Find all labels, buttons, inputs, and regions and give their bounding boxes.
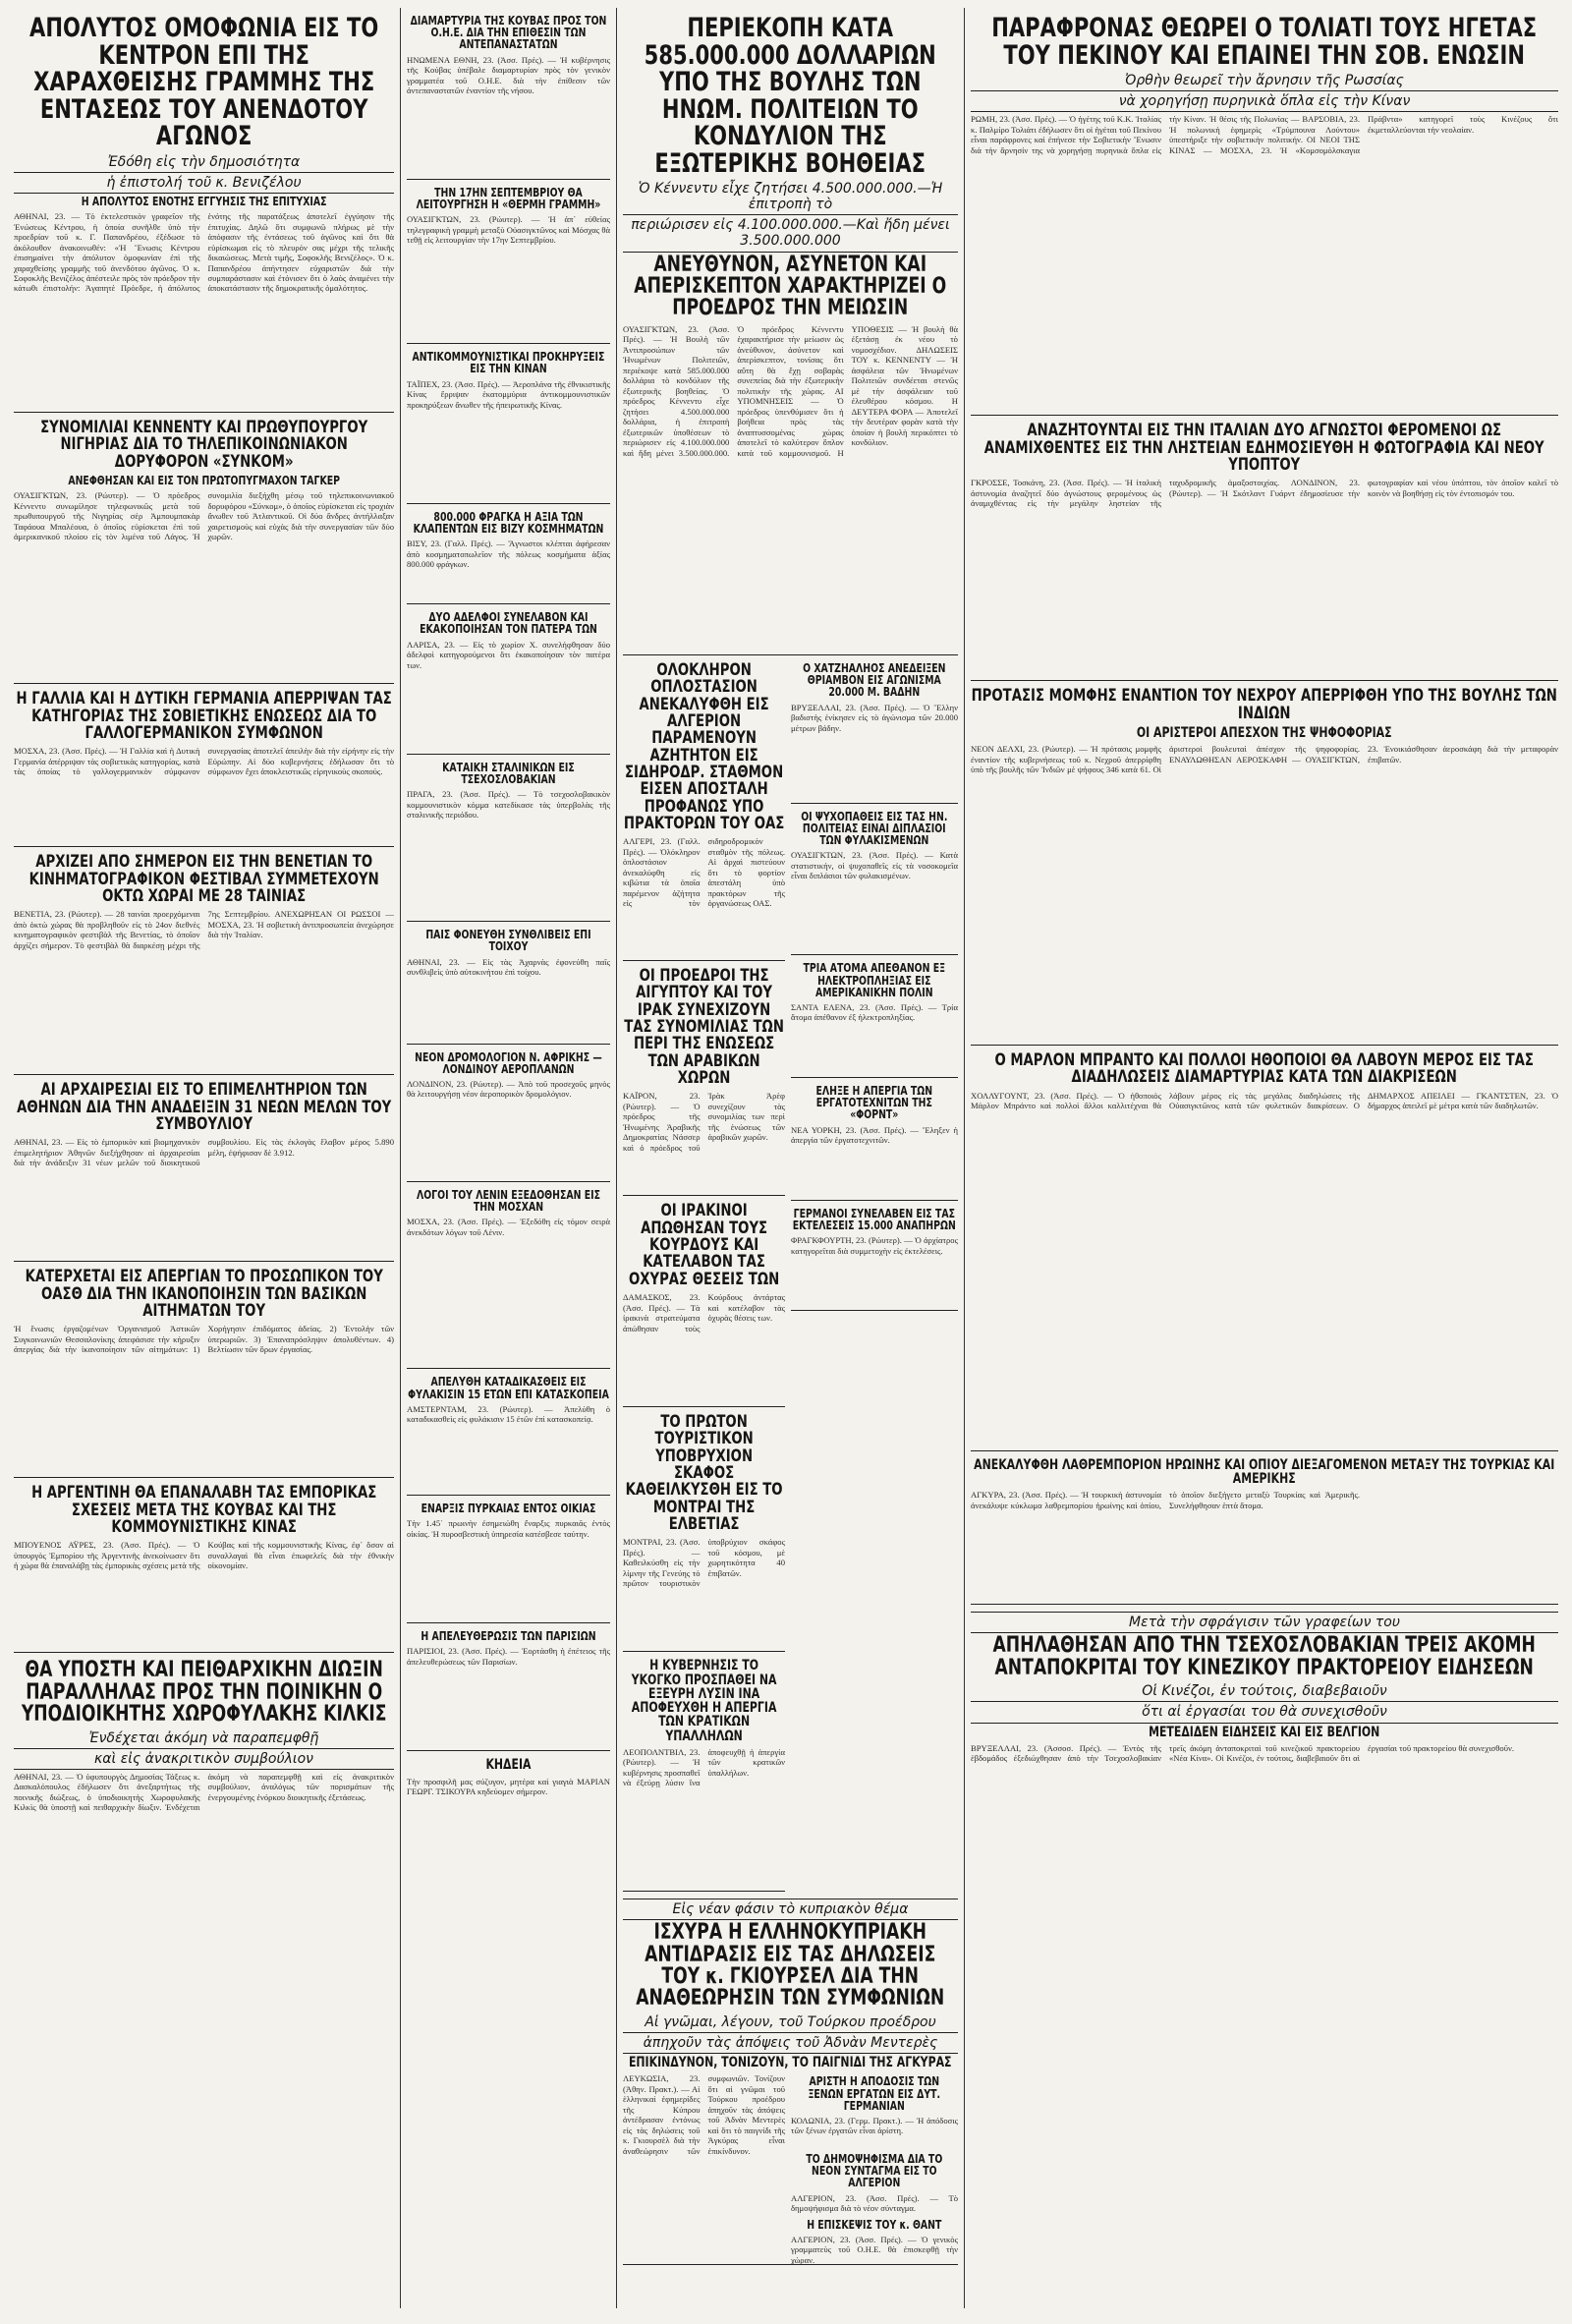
article-body: ΔΑΜΑΣΚΟΣ, 23. (Ἀσσ. Πρές). — Τὰ ἰρακινὰ στρατεύματα ἀπώθησαν τοὺς Κούρδους ἀντάρτας καὶ κατέλαβον τὰς ὀχυρὰς θέσεις των.	[623, 1292, 785, 1333]
article-body: ΒΙΣΥ, 23. (Γαλλ. Πρές). — Ἄγνωστοι κλέπται ἀφήρεσαν ἀπὸ κοσμηματοπωλεῖον τῆς πόλεως κοσμήματα ἀξίας 800.000 φράγκων.	[407, 538, 610, 570]
article-body: ΛΕΟΠΟΛΝΤΒΙΛ, 23. (Ρώυτερ). — Ἡ κυβέρνησις προσπαθεῖ νὰ ἐξεύρῃ λύσιν ἵνα ἀποφευχθῇ ἡ ἀπεργία τῶν κρατικῶν ὑπαλλήλων.	[623, 1746, 785, 1788]
headline: ΝΕΟΝ ΔΡΟΜΟΛΟΓΙΟΝ Ν. ΑΦΡΙΚΗΣ — ΛΟΝΔΙΝΟΥ ΑΕΡΟΠΛΑΝΩΝ	[415, 1049, 602, 1076]
headline: ΕΛΗΞΕ Η ΑΠΕΡΓΙΑ ΤΩΝ ΕΡΓΑΤΟΤΕΧΝΙΤΩΝ ΤΗΣ «ΦΟΡΝΤ»	[815, 1083, 933, 1122]
brief-electrocution	[791, 955, 958, 1078]
article-house-fire	[407, 1496, 610, 1623]
brief-german-doctor	[791, 1201, 958, 1311]
cyprus-lower	[623, 2073, 958, 2265]
article-body: ΜΠΟΥΕΝΟΣ ΑΫΡΕΣ, 23. (Ἀσσ. Πρές). — Ὁ ὑπουργὸς Ἐμπορίου τῆς Ἀργεντινῆς ἀνεκοίνωσεν ὅτι ἡ χώρα θὰ ἐπαναλάβῃ τὰς ἐμπορικὰς σχέσεις μετὰ τῆς Κούβας καὶ τῆς κομμουνιστικῆς Κίνας, ἐφ᾽ ὅσον αἱ συναλλαγαὶ θὰ εἶναι ἐπωφελεῖς διὰ τὴν ἐθνικὴν οἰκονομίαν.	[14, 1540, 394, 1571]
section-heading: Η ΑΠΟΛΥΤΟΣ ΕΝΟΤΗΣ ΕΓΓΥΗΣΙΣ ΤΗΣ ΕΠΙΤΥΧΙΑΣ	[81, 194, 327, 208]
article-vichy-jewels	[407, 504, 610, 604]
article-leaflets-china	[407, 344, 610, 503]
headline: ΟΛΟΚΛΗΡΟΝ ΟΠΛΟΣΤΑΣΙΟΝ ΑΝΕΚΑΛΥΦΘΗ ΕΙΣ ΑΛΓΕΡΙΟΝ ΠΑΡΑΜΕΝΟΥΝ ΑΖΗΤΗΤΟΝ ΕΙΣ ΣΙΔΗΡΟΔΡ. ΣΤΑΘΜΟΝ ΕΙΣΕΝ ΑΠΟΣΤΑΛΗ ΠΡΟΦΑΝΩΣ ΥΠΟ ΠΡΑΚΤΟΡΩΝ ΤΟΥ ΟΑΣ	[623, 659, 785, 833]
headline: ΑΡΙΣΤΗ Η ΑΠΟΔΟΣΙΣ ΤΩΝ ΞΕΝΩΝ ΕΡΓΑΤΩΝ ΕΙΣ ΔΥΤ. ΓΕΡΜΑΝΙΑΝ	[808, 2074, 941, 2113]
article-foreign-aid-cut	[623, 8, 958, 655]
headline: ΚΑΤΕΡΧΕΤΑΙ ΕΙΣ ΑΠΕΡΓΙΑΝ ΤΟ ΠΡΟΣΩΠΙΚΟΝ ΤΟΥ ΟΑΣΘ ΔΙΑ ΤΗΝ ΙΚΑΝΟΠΟΙΗΣΙΝ ΤΩΝ ΒΑΣΙΚΩΝ ΑΙΤΗΜΑΤΩΝ ΤΟΥ	[25, 1267, 383, 1321]
article-body: ΠΑΡΙΣΙΟΙ, 23. (Ἀσσ. Πρές). — Ἑορτάσθη ἡ ἐπέτειος τῆς ἀπελευθερώσεως τῶν Παρισίων.	[407, 1646, 610, 1667]
headline: ΑΙ ΑΡΧΑΙΡΕΣΙΑΙ ΕΙΣ ΤΟ ΕΠΙΜΕΛΗΤΗΡΙΟΝ ΤΩΝ ΑΘΗΝΩΝ ΔΙΑ ΤΗΝ ΑΝΑΔΕΙΞΙΝ 31 ΝΕΩΝ ΜΕΛΩΝ ΤΟΥ ΣΥΜΒΟΥΛΙΟΥ	[16, 1080, 392, 1134]
article-body: ΜΟΣΧΑ, 23. (Ἀσσ. Πρές). — Ἐξεδόθη εἰς τόμον σειρὰ ἀνεκδότων λόγων τοῦ Λένιν.	[407, 1217, 610, 1237]
article-cyprus	[623, 1892, 958, 2265]
headline: Ο ΧΑΤΖΗΑΛΗΟΣ ΑΝΕΔΕΙΞΕΝ ΘΡΙΑΜΒΟΝ ΕΙΣ ΑΓΩΝΙΣΜΑ 20.000 Μ. ΒΑΔΗΝ	[803, 660, 946, 700]
headline: 800.000 ΦΡΑΓΚΑ Η ΑΞΙΑ ΤΩΝ ΚΛΑΠΕΝΤΩΝ ΕΙΣ ΒΙΖΥ ΚΟΣΜΗΜΑΤΩΝ	[413, 509, 604, 536]
article-body: ΗΝΩΜΕΝΑ ΕΘΝΗ, 23. (Ἀσσ. Πρές). — Ἡ κυβέρνησις τῆς Κούβας ὑπέβαλε διαμαρτυρίαν πρὸς τὸν γενικὸν γραμματέα τοῦ Ο.Η.Ε. διὰ τὴν ἐπίθεσιν τῶν ἀντεπαναστατῶν ἐναντίον τῆς νήσου.	[407, 54, 610, 96]
article-body: ΒΕΝΕΤΙΑ, 23. (Ρώυτερ). — 28 ταινίαι προερχόμεναι ἀπὸ ὀκτὼ χώρας θὰ προβληθοῦν εἰς τὸ 24ον διεθνὲς κινηματογραφικὸν φεστιβὰλ τῆς Βενετίας, τὸ ὁποῖον ἀρχίζει σήμερον. Τὸ φεστιβὰλ θὰ διαρκέσῃ μέχρι τῆς 7ης Σεπτεμβρίου. ΑΝΕΧΩΡΗΣΑΝ ΟΙ ΡΩΣΣΟΙ — ΜΟΣΧΑ, 23. Ἡ σοβιετικὴ ἀντιπροσωπεία ἀνεχώρησε διὰ τὴν Ἰταλίαν.	[14, 909, 394, 950]
headline: ΑΠΗΛΑΘΗΣΑΝ ΑΠΟ ΤΗΝ ΤΣΕΧΟΣΛΟΒΑΚΙΑΝ ΤΡΕΙΣ ΑΚΟΜΗ ΑΝΤΑΠΟΚΡΙΤΑΙ ΤΟΥ ΚΙΝΕΖΙΚΟΥ ΠΡΑΚΤΟΡΕΙΟΥ ΕΙΔΗΣΕΩΝ	[992, 1633, 1537, 1680]
article-venice-festival	[14, 847, 394, 1075]
article-body: ΠΡΑΓΑ, 23. (Ἀσσ. Πρές). — Τὸ τσεχοσλοβακικὸν κομμουνιστικὸν κόμμα κατεδίκασε τὰς ὑπερβολὰς τῆς σταλινικῆς περιόδου.	[407, 789, 610, 821]
article-body: ΡΩΜΗ, 23. (Ἀσσ. Πρές). — Ὁ ἡγέτης τοῦ Κ.Κ. Ἰταλίας κ. Παλμίρο Τολιάτι ἐδήλωσεν ὅτι οἱ ἡγέται τοῦ Πεκίνου εἶναι παράφρονες καὶ ἐπήνεσε τὴν Σοβιετικὴν Ἕνωσιν διὰ τὴν ἄρνησίν της νὰ χορηγήσῃ πυρηνικὰ ὅπλα εἰς τὴν Κίναν. Ἡ θέσις τῆς Πολωνίας — ΒΑΡΣΟΒΙΑ, 23. Ἡ πολωνικὴ ἐφημερὶς «Τρύμπουνα Λούντου» ὑπεστήριξε τὴν σοβιετικὴν πολιτικήν. ΟΙ ΝΕΟΙ ΤΗΣ ΚΙΝΑΣ — ΜΟΣΧΑ, 23. Ἡ «Κομσομόλσκαγια Πράβντα» κατηγορεῖ τοὺς Κινέζους ὅτι ἐκμεταλλεύονται τὴν νεολαίαν.	[971, 114, 1558, 155]
subheadline: ἡ ἐπιστολή τοῦ κ. Βενιζέλου	[14, 172, 394, 194]
article-body: ΟΥΑΣΙΓΚΤΩΝ, 23. (Ἀσσ. Πρές). — Ἡ Βουλὴ τῶν Ἀντιπροσώπων τῶν Ἡνωμένων Πολιτειῶν, περιέκοψε κατὰ 585.000.000 δολλάρια τὸ κονδύλιον τῆς ἐξωτερικῆς βοηθείας. Ὁ πρόεδρος Κέννεντυ εἶχε ζητήσει 4.500.000.000 δολλάρια, ἡ ἐπιτροπὴ ἐξωτερικῶν ὑποθέσεων τὸ περιώρισεν εἰς 4.100.000.000 καὶ ἤδη μένει 3.500.000.000. Ὁ πρόεδρος Κέννεντυ ἐχαρακτήρισε τὴν μείωσιν ὡς ἀνεύθυνον, ἀσύνετον καὶ ἀπερίσκεπτον, τονίσας ὅτι αὕτη θὰ ἔχῃ σοβαρὰς συνεπείας διὰ τὴν ἐξωτερικὴν πολιτικὴν τῆς χώρας. ΑΙ ΥΠΟΜΝΗΣΕΙΣ — Ὁ πρόεδρος ὑπενθύμισεν ὅτι ἡ βοήθεια πρὸς τὰς ἀναπτυσσομένας χώρας ἀποτελεῖ τὸ καλύτερον ὅπλον κατὰ τοῦ κομμουνισμοῦ. Η ΥΠΟΘΕΣΙΣ — Ἡ βουλὴ θὰ ἐξετάσῃ ἐκ νέου τὸ νομοσχέδιον. ΔΗΛΩΣΕΙΣ ΤΟΥ κ. ΚΕΝΝΕΝΤΥ — Ἡ ἀσφάλεια τῶν Ἡνωμένων Πολιτειῶν συνδέεται στενῶς μὲ τὴν ἀσφάλειαν τοῦ ἐλευθέρου κόσμου. Η ΔΕΥΤΕΡΑ ΦΟΡΑ — Ἀποτελεῖ τὴν δευτέραν φορὰν κατὰ τὴν ὁποίαν ἡ βουλὴ περικόπτει τὸ κονδύλιον.	[623, 323, 958, 458]
headline: ΠΑΙΣ ΦΟΝΕΥΘΗ ΣΥΝΘΛΙΒΕΙΣ ΕΠΙ ΤΟΙΧΟΥ	[425, 928, 591, 954]
lower-block	[623, 655, 958, 1892]
subheadline: ἀπηχοῦν τὰς ἀπόψεις τοῦ Ἀδνὰν Μεντερὲς	[623, 2032, 958, 2054]
cyprus-side-briefs	[791, 2073, 958, 2265]
headline: ΟΙ ΨΥΧΟΠΑΘΕΙΣ ΕΙΣ ΤΑΣ ΗΝ. ΠΟΛΙΤΕΙΑΣ ΕΙΝΑΙ ΔΙΠΛΑΣΙΟΙ ΤΩΝ ΦΥΛΑΚΙΣΜΕΝΩΝ	[801, 809, 948, 848]
headline: ΚΑΤΑΙΚΗ ΣΤΑΛΙΝΙΚΩΝ ΕΙΣ ΤΣΕΧΟΣΛΟΒΑΚΙΑΝ	[442, 760, 575, 786]
article-body: ΚΑΪΡΟΝ, 23. (Ρώυτερ). — Ὁ πρόεδρος τῆς Ἡνωμένης Ἀραβικῆς Δημοκρατίας Νάσσερ καὶ ὁ πρόεδρος τοῦ Ἰρὰκ Ἀρὲφ συνεχίζουν τὰς συνομιλίας των περὶ τῆς ἑνώσεως τῶν ἀραβικῶν χωρῶν.	[623, 1091, 785, 1153]
article-body: ΦΡΑΓΚΦΟΥΡΤΗ, 23. (Ρώυτερ). — Ὁ ἀρχίατρος κατηγορεῖται διὰ συμμετοχὴν εἰς ἐκτελέσεις.	[791, 1235, 958, 1256]
column-3	[617, 8, 965, 2308]
subheadline: περιώρισεν εἰς 4.100.000.000.—Καὶ ἤδη μένει 3.500.000.000	[623, 214, 958, 252]
article-congo-strike	[623, 1652, 785, 1892]
article-italy-robbery	[971, 416, 1558, 681]
article-body: ΛΑΡΙΣΑ, 23. — Εἰς τὸ χωρίον Χ. συνελήφθησαν δύο ἀδελφοὶ κατηγορούμενοι ὅτι ἐκακοποίησαν τὸν πατέρα των.	[407, 639, 610, 670]
article-centre-unity	[14, 8, 394, 413]
article-chinese-agency	[971, 1605, 1558, 1856]
headline: ΓΕΡΜΑΝΟΙ ΣΥΝΕΛΑΒΕΝ ΕΙΣ ΤΑΣ ΕΚΤΕΛΕΣΕΙΣ 15.000 ΑΝΑΠΗΡΩΝ	[792, 1206, 956, 1232]
article-new-route	[407, 1045, 610, 1182]
section-heading: ΜΕΤΕΔΙΔΕΝ ΕΙΔΗΣΕΙΣ ΚΑΙ ΕΙΣ ΒΕΛΓΙΟΝ	[1149, 1724, 1380, 1740]
article-body: ΝΕΑ ΥΟΡΚΗ, 23. (Ἀσσ. Πρές). — Ἔληξεν ἡ ἀπεργία τῶν ἐργατοτεχνιτῶν.	[791, 1124, 958, 1146]
headline: Η ΑΠΕΛΕΥΘΕΡΩΣΙΣ ΤΩΝ ΠΑΡΙΣΙΩΝ	[421, 1629, 596, 1644]
headline: ΣΥΝΟΜΙΛΙΑΙ ΚΕΝΝΕΝΤΥ ΚΑΙ ΠΡΩΘΥΠΟΥΡΓΟΥ ΝΙΓΗΡΙΑΣ ΔΙΑ ΤΟ ΤΗΛΕΠΙΚΟΙΝΩΝΙΑΚΟΝ ΔΟΡΥΦΟΡΟΝ «ΣΥΝΚΟΜ»	[39, 418, 368, 472]
article-body: ΝΕΟΝ ΔΕΛΧΙ, 23. (Ρώυτερ). — Ἡ πρότασις μομφῆς ἐναντίον τῆς κυβερνήσεως τοῦ κ. Νεχροῦ ἀπερρίφθη ὑπὸ τῆς βουλῆς τῶν Ἰνδιῶν μὲ ψήφους 346 κατὰ 61. Οἱ ἀριστεροὶ βουλευταὶ ἀπέσχον τῆς ψηφοφορίας. ΕΝΑΥΛΩΘΗΣΑΝ ΑΕΡΟΣΚΑΦΗ — ΟΥΑΣΙΓΚΤΩΝ, 23. Ἐνοικιάσθησαν ἀεροσκάφη διὰ τὴν μεταφορὰν ἐπιβατῶν.	[971, 744, 1558, 775]
section-heading: ΑΝΕΥΘΥΝΟΝ, ΑΣΥΝΕΤΟΝ ΚΑΙ ΑΠΕΡΙΣΚΕΠΤΟΝ ΧΑΡΑΚΤΗΡΙΖΕΙ Ο ΠΡΟΕΔΡΟΣ ΤΗΝ ΜΕΙΩΣΙΝ	[634, 252, 947, 321]
article-cuba-un	[407, 8, 610, 180]
article-oasth-strike	[14, 1262, 394, 1478]
article-child-killed	[407, 922, 610, 1044]
article-body: ΜΟΣΧΑ, 23. (Ἀσσ. Πρές). — Ἡ Γαλλία καὶ ἡ Δυτικὴ Γερμανία ἀπέρριψαν τὰς σοβιετικὰς κατηγορίας, κατὰ τὰς ὁποίας τὸ γαλλογερμανικὸν σύμφωνον συνεργασίας ἀποτελεῖ ἀπειλὴν διὰ τὴν εἰρήνην εἰς τὴν Εὐρώπην. Αἱ δύο κυβερνήσεις ἐδήλωσαν ὅτι τὸ σύμφωνον ἔχει ἀποκλειστικῶς εἰρηνικοὺς σκοπούς.	[14, 746, 394, 777]
article-france-germany	[14, 684, 394, 847]
article-body: ΛΟΝΔΙΝΟΝ, 23. (Ρώυτερ). — Ἀπὸ τοῦ προσεχοῦς μηνὸς θὰ λειτουργήσῃ νέον ἀεροπορικὸν δρομολόγιον.	[407, 1078, 610, 1100]
article-stalinists-czech	[407, 755, 610, 922]
article-body: ΑΘΗΝΑΙ, 23. — Εἰς τὸ ἐμπορικὸν καὶ βιομηχανικὸν ἐπιμελητήριον Ἀθηνῶν διεξήχθησαν αἱ ἀρχαιρεσίαι διὰ τὴν ἀνάδειξιν 31 νέων μελῶν τοῦ διοικητικοῦ συμβουλίου. Εἰς τὰς ἐκλογὰς ἔλαβον μέρος 5.890 μέλη, ἐψήφισαν δὲ 3.912.	[14, 1137, 394, 1168]
article-body: Ἡ ἕνωσις ἐργαζομένων Ὀργανισμοῦ Ἀστικῶν Συγκοινωνιῶν Θεσσαλονίκης ἀπεφάσισε τὴν κήρυξιν ἀπεργίας διὰ τὴν ἱκανοποίησιν τῶν αἰτημάτων: 1) Χορήγησιν ἐπιδόματος ἀδείας. 2) Ἐντολὴν τῶν ὑπερωριῶν. 3) Ἐπαναπρόσληψιν ἀπολυθέντων. 4) Βελτίωσιν τῶν ὅρων ἐργασίας.	[14, 1324, 394, 1355]
article-body: ΑΛΓΕΡΙ, 23. (Γαλλ. Πρές). — Ὁλόκληρον ὁπλοστάσιον ἀνεκαλύφθη εἰς κιβώτια τὰ ὁποῖα παρέμενον ἀζήτητα εἰς τὸν σιδηροδρομικὸν σταθμὸν τῆς πόλεως. Αἱ ἀρχαὶ πιστεύουν ὅτι τὸ φορτίον ἀπεστάλη ὑπὸ πρακτόρων τῆς ὀργανώσεως ΟΑΣ.	[623, 836, 785, 909]
article-algeria-arms	[623, 655, 785, 961]
headline: ΔΙΑΜΑΡΤΥΡΙΑ ΤΗΣ ΚΟΥΒΑΣ ΠΡΟΣ ΤΟΝ Ο.Η.Ε. ΔΙΑ ΤΗΝ ΕΠΙΘΕΣΙΝ ΤΩΝ ΑΝΤΕΠΑΝΑΣΤΑΤΩΝ	[410, 14, 607, 52]
article-body: ΟΥΑΣΙΓΚΤΩΝ, 23. (Ἀσσ. Πρές). — Κατὰ στατιστικήν, οἱ ψυχοπαθεῖς εἰς τὰ νοσοκομεῖα εἶναι διπλάσιοι τῶν φυλακισμένων.	[791, 850, 958, 881]
headline: ΤΟ ΠΡΩΤΟΝ ΤΟΥΡΙΣΤΙΚΟΝ ΥΠΟΒΡΥΧΙΟΝ ΣΚΑΦΟΣ ΚΑΘΕΙΛΚΥΣΘΗ ΕΙΣ ΤΟ ΜΟΝΤΡΑΙ ΤΗΣ ΕΛΒΕΤΙΑΣ	[625, 1412, 783, 1535]
article-body: ΑΜΣΤΕΡΝΤΑΜ, 23. (Ρώυτερ). — Ἀπελύθη ὁ καταδικασθεὶς εἰς φυλάκισιν 15 ἐτῶν ἐπὶ κατασκοπείᾳ.	[407, 1403, 610, 1425]
subheadline: Ἐνδέχεται ἀκόμη νὰ παραπεμφθῇ	[88, 1729, 319, 1746]
article-hot-line	[407, 180, 610, 344]
article-iraq-kurds	[623, 1196, 785, 1407]
article-body: ΤΑΪΠΕΧ, 23. (Ἀσσ. Πρές). — Ἀεροπλάνα τῆς ἐθνικιστικῆς Κίνας ἔρριψαν ἑκατομμύρια ἀντικομμουνιστικῶν προκηρύξεων ἄνωθεν τῆς ἠπειρωτικῆς Κίνας.	[407, 378, 610, 410]
section-heading: ΑΝΕΦΘΗΣΑΝ ΚΑΙ ΕΙΣ ΤΟΝ ΠΡΩΤΟΠΥΓΜΑΧΟΝ ΤΑΓΚΕΡ	[68, 474, 340, 488]
headline: ΛΟΓΟΙ ΤΟΥ ΛΕΝΙΝ ΕΞΕΔΟΘΗΣΑΝ ΕΙΣ ΤΗΝ ΜΟΣΧΑΝ	[417, 1187, 600, 1215]
headline: ΑΡΧΙΖΕΙ ΑΠΟ ΣΗΜΕΡΟΝ ΕΙΣ ΤΗΝ ΒΕΝΕΤΙΑΝ ΤΟ ΚΙΝΗΜΑΤΟΓΡΑΦΙΚΟΝ ΦΕΣΤΙΒΑΛ ΣΥΜΜΕΤΕΧΟΥΝ ΟΚΤΩ ΧΩΡΑΙ ΜΕ 28 ΤΑΙΝΙΑΣ	[28, 852, 379, 906]
article-body: ΟΥΑΣΙΓΚΤΩΝ, 23. (Ρώυτερ). — Ὁ πρόεδρος Κέννεντυ συνωμίλησε τηλεφωνικῶς μετὰ τοῦ πρωθυπουργοῦ τῆς Νιγηρίας σὲρ Ἀμπουμπακὰρ Ταφάουα Μπαλέουα, ὁ ὁποῖος εὑρίσκεται ἐπὶ τοῦ ἀμερικανικοῦ πλοίου εἰς τὸν λιμένα τοῦ Λάγος. Ἡ συνομιλία διεξήχθη μέσῳ τοῦ τηλεπικοινωνιακοῦ δορυφόρου «Σύνκομ», ὁ ὁποῖος εὑρίσκεται εἰς τροχιὰν ἄνωθεν τοῦ Ἀτλαντικοῦ. Οἱ δύο ἄνδρες ἀντήλλαξαν χαιρετισμοὺς καὶ εὐχὰς διὰ τὴν συνεργασίαν τῶν δύο χωρῶν.	[14, 490, 394, 542]
subheadline: νὰ χορηγήσῃ πυρηνικὰ ὅπλα εἰς τὴν Κίναν	[971, 90, 1558, 112]
headline: ΤΡΙΑ ΑΤΟΜΑ ΑΠΕΘΑΝΟΝ ΕΞ ΗΛΕΚΤΡΟΠΛΗΞΙΑΣ ΕΙΣ ΑΜΕΡΙΚΑΝΙΚΗΝ ΠΟΛΙΝ	[803, 961, 946, 999]
article-kennedy-nigeria	[14, 413, 394, 684]
headline: ΙΣΧΥΡΑ Η ΕΛΛΗΝΟΚΥΠΡΙΑΚΗ ΑΝΤΙΔΡΑΣΙΣ ΕΙΣ ΤΑΣ ΔΗΛΩΣΕΙΣ ΤΟΥ κ. ΓΚΙΟΥΡΣΕΛ ΔΙΑ ΤΗΝ ΑΝΑΘΕΩΡΗΣΙΝ ΤΩΝ ΣΥΜΦΩΝΙΩΝ	[636, 1920, 945, 2012]
article-heroin-smuggling	[971, 1451, 1558, 1606]
subheadline: Αἱ γνῶμαι, λέγουν, τοῦ Τούρκου προέδρου	[645, 2013, 936, 2030]
article-marlon-brando	[971, 1046, 1558, 1451]
article-argentina-trade	[14, 1478, 394, 1653]
headline: ΤΟ ΔΗΜΟΨΗΦΙΣΜΑ ΔΙΑ ΤΟ ΝΕΟΝ ΣΥΝΤΑΓΜΑ ΕΙΣ ΤΟ ΑΛΓΕΡΙΟΝ	[806, 2151, 943, 2190]
brief-walker	[791, 655, 958, 804]
article-togliatti	[971, 8, 1558, 416]
article-body: ΑΘΗΝΑΙ, 23. — Εἰς τὰς Ἀχαρνὰς ἐφονεύθη παῖς συνθλιβεὶς ὑπὸ αὐτοκινήτου ἐπὶ τοίχου.	[407, 956, 610, 977]
article-body: Τὴν 1.45΄ πρωινὴν ἐσημειώθη ἔναρξις πυρκαιᾶς ἐντὸς οἰκίας. Ἡ πυροσβεστικὴ ὑπηρεσία κατέσβεσε ταύτην.	[407, 1518, 610, 1539]
article-body: ΟΥΑΣΙΓΚΤΩΝ, 23. (Ρώυτερ). — Ἡ ἀπ᾽ εὐθείας τηλεγραφικὴ γραμμὴ μεταξὺ Οὐασιγκτῶνος καὶ Μόσχας θὰ τεθῇ εἰς λειτουργίαν τὴν 17ην Σεπτεμβρίου.	[407, 214, 610, 246]
headline: Η ΚΥΒΕΡΝΗΣΙΣ ΤΟ ΥΚΟΓΚΟ ΠΡΟΣΠΑΘΕΙ ΝΑ ΕΞΕΥΡΗ ΛΥΣΙΝ ΙΝΑ ΑΠΟΦΕΥΧΘΗ Η ΑΠΕΡΓΙΑ ΤΩΝ ΚΡΑΤΙΚΩΝ ΥΠΑΛΛΗΛΩΝ	[631, 1658, 777, 1744]
headline: ΘΑ ΥΠΟΣΤΗ ΚΑΙ ΠΕΙΘΑΡΧΙΚΗΝ ΔΙΩΞΙΝ ΠΑΡΑΛΛΗΛΑΣ ΠΡΟΣ ΤΗΝ ΠΟΙΝΙΚΗΝ Ο ΥΠΟΔΙΟΙΚΗΤΗΣ ΧΩΡΟΦΥΛΑΚΗΣ ΚΙΛΚΙΣ	[21, 1658, 387, 1728]
column-1	[8, 8, 401, 2308]
article-body: ΑΘΗΝΑΙ, 23. — Ὁ ὑφυπουργὸς Δημοσίας Τάξεως κ. Δασκαλόπουλος ἐδήλωσεν ὅτι ἀνεξαρτήτως τῆς ποινικῆς διώξεως, ὁ ὑποδιοικητὴς Χωροφυλακῆς Κιλκὶς θὰ ὑποστῇ καὶ πειθαρχικὴν δίωξιν. Ἐνδέχεται ἀκόμη νὰ παραπεμφθῇ καὶ εἰς ἀνακριτικὸν συμβούλιον, ἀναλόγως τῶν πορισμάτων τῆς ἐνεργουμένης ἐνόρκου διοικητικῆς ἐξετάσεως.	[14, 1771, 394, 1813]
headline: ΠΕΡΙΕΚΟΠΗ ΚΑΤΑ 585.000.000 ΔΟΛΛΑΡΙΩΝ ΥΠΟ ΤΗΣ ΒΟΥΛΗΣ ΤΩΝ ΗΝΩΜ. ΠΟΛΙΤΕΙΩΝ ΤΟ ΚΟΝΔΥΛΙΟΝ ΤΗΣ ΕΞΩΤΕΡΙΚΗΣ ΒΟΗΘΕΙΑΣ	[644, 13, 937, 179]
article-body: ΛΕΥΚΩΣΙΑ, 23. (Ἀθην. Πρακτ.). — Αἱ ἑλληνικαὶ ἐφημερίδες τῆς Κύπρου ἀντέδρασαν ἐντόνως εἰς τὰς δηλώσεις τοῦ κ. Γκιουρσὲλ διὰ τὴν ἀναθεώρησιν τῶν συμφωνιῶν. Τονίζουν ὅτι αἱ γνῶμαι τοῦ Τούρκου προέδρου ἀπηχοῦν τὰς ἀπόψεις τοῦ Ἀδνὰν Μεντερὲς καὶ ὅτι τὸ παιγνίδι τῆς Ἀγκύρας εἶναι ἐπικίνδυνον.	[623, 2073, 785, 2156]
article-lenin-speeches	[407, 1182, 610, 1369]
subheadline: καὶ εἰς ἀνακριτικὸν συμβούλιον	[14, 1748, 394, 1770]
article-body: ΜΟΝΤΡΑΙ, 23. (Ἀσσ. Πρές). — Καθειλκύσθη εἰς τὴν λίμνην τῆς Γενεύης τὸ πρῶτον τουριστικὸν ὑποβρύχιον σκάφος τοῦ κόσμου, μὲ χωρητικότητα 40 ἐπιβατῶν.	[623, 1537, 785, 1589]
headline: Η ΕΠΙΣΚΕΨΙΣ ΤΟΥ κ. ΘΑΝΤ	[807, 2217, 942, 2232]
article-body: ΑΓΚΥΡΑ, 23. (Ἀσσ. Πρές). — Ἡ τουρκικὴ ἀστυνομία ἀνεκάλυψε κύκλωμα λαθρεμπορίου ἡρωίνης καὶ ὀπίου, τὸ ὁποῖον διεξήγετο μεταξὺ Τουρκίας καὶ Ἀμερικῆς. Συνελήφθησαν ἑπτὰ ἄτομα.	[971, 1490, 1360, 1510]
article-kilkis-prosecution	[14, 1653, 394, 1925]
column-4	[965, 8, 1564, 2308]
subheadline: ὅτι αἱ ἐργασίαι του θὰ συνεχισθοῦν	[971, 1701, 1558, 1723]
article-body: ΓΚΡΟΣΣΕ, Τοσκάνη, 23. (Ἀσσ. Πρές). — Ἡ ἰταλικὴ ἀστυνομία ἀναζητεῖ δύο ἀγνώστους φερομένους ὡς ἀναμιχθέντας εἰς τὴν μεγάλην ληστείαν τῆς ταχυδρομικῆς ἁμαξοστοιχίας. ΛΟΝΔΙΝΟΝ, 23. (Ρώυτερ). — Ἡ Σκότλαντ Γυάρντ ἐδημοσίευσε τὴν φωτογραφίαν καὶ νέου ὑπόπτου, τὸν ὁποῖον καλεῖ τὸ κοινὸν νὰ βοηθήσῃ εἰς τὸν ἐντοπισμόν του.	[971, 478, 1558, 509]
lower-side-briefs	[791, 655, 958, 1892]
headline: Ο ΜΑΡΛΟΝ ΜΠΡΑΝΤΟ ΚΑΙ ΠΟΛΛΟΙ ΗΘΟΠΟΙΟΙ ΘΑ ΛΑΒΟΥΝ ΜΕΡΟΣ ΕΙΣ ΤΑΣ ΔΙΑΔΗΛΩΣΕΙΣ ΔΙΑΜΑΡΤΥΡΙΑΣ ΚΑΤΑ ΤΩΝ ΔΙΑΚΡΙΣΕΩΝ	[994, 1050, 1535, 1088]
headline: ΟΙ ΙΡΑΚΙΝΟΙ ΑΠΩΘΗΣΑΝ ΤΟΥΣ ΚΟΥΡΔΟΥΣ ΚΑΙ ΚΑΤΕΛΑΒΟΝ ΤΑΣ ΟΧΥΡΑΣ ΘΕΣΕΙΣ ΤΩΝ	[628, 1201, 780, 1289]
article-body: ΑΘΗΝΑΙ, 23. — Τὸ ἐκτελεστικὸν γραφεῖον τῆς Ἑνώσεως Κέντρου, ἡ ὁποία συνῆλθε ὑπὸ τὴν προεδρίαν τοῦ κ. Γ. Παπανδρέου, ἐξέδωσε τὸ ἀκόλουθον ἀνακοινωθέν: «Ἡ Ἕνωσις Κέντρου ἐπισημαίνει τὴν ἀπόλυτον ὁμοφωνίαν ἐπὶ τῆς χαραχθείσης γραμμῆς τοῦ ἀνενδότου ἀγῶνος. Ὁ κ. Σοφοκλῆς Βενιζέλος ἀπέστειλε πρὸς τὸν πρόεδρον τὴν κάτωθι ἐπιστολήν: Ἀγαπητὲ Πρόεδρε, ἡ ἀπόλυτος ἑνότης τῆς παρατάξεως ἀποτελεῖ ἐγγύησιν τῆς ἐπιτυχίας. Δηλῶ ὅτι συμφωνῶ πλήρως μὲ τὴν ἀπόφασιν τῆς ἐντάσεως τοῦ ἀγῶνος καὶ ὅτι θὰ εὑρίσκωμαι εἰς τὸ πλευρόν σας μέχρι τῆς τελικῆς δικαιώσεως. Μετὰ τιμῆς, Σοφοκλῆς Βενιζέλος». Ὁ κ. Παπανδρέου ἀπήντησεν εὐχαριστῶν διὰ τὴν συμπαράστασιν καὶ ἐτόνισεν ὅτι ὁ λαὸς ἀναμένει τὴν ἀποκατάστασιν τῆς δημοκρατικῆς ὁμαλότητος.	[14, 211, 394, 294]
headline: ΑΠΟΛΥΤΟΣ ΟΜΟΦΩΝΙΑ ΕΙΣ ΤΟ ΚΕΝΤΡΟΝ ΕΠΙ ΤΗΣ ΧΑΡΑΧΘΕΙΣΗΣ ΓΡΑΜΜΗΣ ΤΗΣ ΕΝΤΑΣΕΩΣ ΤΟΥ ΑΝΕΝΔΟΤΟΥ ΑΓΩΝΟΣ	[28, 13, 379, 152]
headline: ΠΡΟΤΑΣΙΣ ΜΟΜΦΗΣ ΕΝΑΝΤΙΟΝ ΤΟΥ ΝΕΧΡΟΥ ΑΠΕΡΡΙΦΘΗ ΥΠΟ ΤΗΣ ΒΟΥΛΗΣ ΤΩΝ ΙΝΔΙΩΝ	[971, 686, 1558, 723]
headline: ΤΗΝ 17ΗΝ ΣΕΠΤΕΜΒΡΙΟΥ ΘΑ ΛΕΙΤΟΥΡΓΗΣΗ Η «ΘΕΡΜΗ ΓΡΑΜΜΗ»	[416, 185, 601, 211]
column-2	[401, 8, 617, 2308]
headline: Η ΓΑΛΛΙΑ ΚΑΙ Η ΔΥΤΙΚΗ ΓΕΡΜΑΝΙΑ ΑΠΕΡΡΙΨΑΝ ΤΑΣ ΚΑΤΗΓΟΡΙΑΣ ΤΗΣ ΣΟΒΙΕΤΙΚΗΣ ΕΝΩΣΕΩΣ ΔΙΑ ΤΟ ΓΑΛΛΟΓΕΡΜΑΝΙΚΟΝ ΣΥΜΦΩΝΟΝ	[16, 689, 392, 743]
article-body: ΒΡΥΞΕΛΛΑΙ, 23. (Ἀσσοσ. Πρές). — Ἐντὸς τῆς ἑβδομάδος ἐξεδιώχθησαν ἀπὸ τὴν Τσεχοσλοβακίαν τρεῖς ἀκόμη ἀνταποκριταὶ τοῦ κινεζικοῦ πρακτορείου «Νέα Κίνα». Οἱ Κινέζοι, ἐν τούτοις, διαβεβαιοῦν ὅτι αἱ ἐργασίαι τοῦ πρακτορείου θὰ συνεχισθοῦν.	[971, 1742, 1514, 1764]
headline: ΟΙ ΠΡΟΕΔΡΟΙ ΤΗΣ ΑΙΓΥΠΤΟΥ ΚΑΙ ΤΟΥ ΙΡΑΚ ΣΥΝΕΧΙΖΟΥΝ ΤΑΣ ΣΥΝΟΜΙΛΙΑΣ ΤΩΝ ΠΕΡΙ ΤΗΣ ΕΝΩΣΕΩΣ ΤΩΝ ΑΡΑΒΙΚΩΝ ΧΩΡΩΝ	[624, 966, 784, 1089]
headline: ΠΑΡΑΦΡΟΝΑΣ ΘΕΩΡΕΙ Ο ΤΟΛΙΑΤΙ ΤΟΥΣ ΗΓΕΤΑΣ ΤΟΥ ΠΕΚΙΝΟΥ ΚΑΙ ΕΠΑΙΝΕΙ ΤΗΝ ΣΟΒ. ΕΝΩΣΙΝ	[991, 13, 1538, 71]
headline: ΑΝΤΙΚΟΜΜΟΥΝΙΣΤΙΚΑΙ ΠΡΟΚΗΡΥΞΕΙΣ ΕΙΣ ΤΗΝ ΚΙΝΑΝ	[412, 350, 605, 376]
article-body: ΧΟΛΛΥΓΟΥΝΤ, 23. (Ἀσσ. Πρές). — Ὁ ἠθοποιὸς Μάρλον Μπράντο καὶ πολλοὶ ἄλλοι καλλιτέχναι θὰ λάβουν μέρος εἰς τὰς μεγάλας διαδηλώσεις τῆς Οὐασιγκτῶνος κατὰ τῶν φυλετικῶν διακρίσεων. Ο ΔΗΜΑΡΧΟΣ ΑΠΕΙΛΕΙ — ΓΚΑΝΤΣΤΕΝ, 23. Ὁ δήμαρχος ἀπειλεῖ μὲ μέτρα κατὰ τῶν διαδηλωτῶν.	[971, 1090, 1558, 1111]
article-body: Τὴν προσφιλῆ μας σύζυγον, μητέρα καὶ γιαγιὰ ΜΑΡΙΑΝ ΓΕΩΡΓ. ΤΣΙΚΟΥΡΑ κηδεύομεν σήμερον.	[407, 1776, 610, 1797]
article-egypt-iraq	[623, 961, 785, 1196]
article-body: ΚΟΛΩΝΙΑ, 23. (Γερμ. Πρακτ.). — Ἡ ἀπόδοσις τῶν ξένων ἐργατῶν εἶναι ἀρίστη.	[791, 2115, 958, 2136]
headline: ΚΗΔΕΙΑ	[485, 1757, 532, 1774]
article-nehru-motion	[971, 681, 1558, 1046]
article-spy-released	[407, 1369, 610, 1495]
headline: ΔΥΟ ΑΔΕΛΦΟΙ ΣΥΝΕΛΑΒΟΝ ΚΑΙ ΕΚΑΚΟΠΟΙΗΣΑΝ ΤΟΝ ΠΑΤΕΡΑ ΤΩΝ	[420, 610, 597, 637]
section-heading: ΕΠΙΚΙΝΔΥΝΟΝ, ΤΟΝΙΖΟΥΝ, ΤΟ ΠΑΙΓΝΙΔΙ ΤΗΣ ΑΓΚΥΡΑΣ	[629, 2055, 952, 2071]
newspaper-page	[8, 8, 1564, 2308]
brief-psychopaths	[791, 804, 958, 956]
brief-ford-strike	[791, 1078, 958, 1201]
article-body: ΑΛΓΕΡΙΟΝ, 23. (Ἀσσ. Πρές). — Ὁ γενικὸς γραμματεὺς τοῦ Ο.Η.Ε. θὰ ἐπισκεφθῇ τὴν χώραν.	[791, 2234, 958, 2265]
subheadline: Οἱ Κινέζοι, ἐν τούτοις, διαβεβαιοῦν	[1142, 1683, 1387, 1700]
article-funeral	[407, 1751, 610, 1880]
article-brothers-father	[407, 604, 610, 754]
lower-main-stories	[623, 655, 785, 1892]
headline: Η ΑΡΓΕΝΤΙΝΗ ΘΑ ΕΠΑΝΑΛΑΒΗ ΤΑΣ ΕΜΠΟΡΙΚΑΣ ΣΧΕΣΕΙΣ ΜΕΤΑ ΤΗΣ ΚΟΥΒΑΣ ΚΑΙ ΤΗΣ ΚΟΜΜΟΥΝΙΣΤΙΚΗΣ ΚΙΝΑΣ	[30, 1483, 377, 1537]
headline: ΕΝΑΡΞΙΣ ΠΥΡΚΑΙΑΣ ΕΝΤΟΣ ΟΙΚΙΑΣ	[421, 1501, 596, 1515]
headline: ΑΝΕΚΑΛΥΦΘΗ ΛΑΘΡΕΜΠΟΡΙΟΝ ΗΡΩΙΝΗΣ ΚΑΙ ΟΠΙΟΥ ΔΙΕΞΑΓΟΜΕΝΟΝ ΜΕΤΑΞΥ ΤΗΣ ΤΟΥΡΚΙΑΣ ΚΑΙ ΑΜΕΡΙΚΗΣ	[974, 1456, 1555, 1488]
subheadline: Ὁ Κέννεντυ εἶχε ζητήσει 4.500.000.000.—Ἡ ἐπιτροπὴ τὸ	[638, 181, 943, 213]
article-body: ΣΑΝΤΑ ΕΛΕΝΑ, 23. (Ἀσσ. Πρές). — Τρία ἄτομα ἀπέθανον ἐξ ἠλεκτροπληξίας.	[791, 1001, 958, 1023]
section-heading: ΟΙ ΑΡΙΣΤΕΡΟΙ ΑΠΕΣΧΟΝ ΤΗΣ ΨΗΦΟΦΟΡΙΑΣ	[1137, 724, 1392, 741]
article-tourist-submarine	[623, 1407, 785, 1652]
article-body: ΒΡΥΞΕΛΛΑΙ, 23. (Ἀσσ. Πρές). — Ὁ Ἕλλην βαδιστὴς ἐνίκησεν εἰς τὸ ἀγώνισμα τῶν 20.000 μέτρων βάδην.	[791, 702, 958, 733]
kicker: Εἰς νέαν φάσιν τὸ κυπριακὸν θέμα	[623, 1899, 958, 1920]
headline: ΑΠΕΛΥΘΗ ΚΑΤΑΔΙΚΑΣΘΕΙΣ ΕΙΣ ΦΥΛΑΚΙΣΙΝ 15 ΕΤΩΝ ΕΠΙ ΚΑΤΑΣΚΟΠΕΙΑ	[408, 1375, 609, 1401]
article-paris-liberation	[407, 1623, 610, 1751]
kicker: Μετὰ τὴν σφράγισιν τῶν γραφείων του	[971, 1612, 1558, 1633]
subheadline: Ἐδόθη εἰς τὴν δημοσιότητα	[107, 153, 301, 170]
article-chamber-elections	[14, 1075, 394, 1262]
article-body: ΑΛΓΕΡΙΟΝ, 23. (Ἀσσ. Πρές). — Τὸ δημοψήφισμα διὰ τὸ νέον σύνταγμα.	[791, 2192, 958, 2214]
headline: ΑΝΑΖΗΤΟΥΝΤΑΙ ΕΙΣ ΤΗΝ ΙΤΑΛΙΑΝ ΔΥΟ ΑΓΝΩΣΤΟΙ ΦΕΡΟΜΕΝΟΙ ΩΣ ΑΝΑΜΙΧΘΕΝΤΕΣ ΕΙΣ ΤΗΝ ΛΗΣΤΕΙΑΝ ΕΔΗΜΟΣΙΕΥΘΗ Η ΦΩΤΟΓΡΑΦΙΑ ΚΑΙ ΝΕΟΥ ΥΠΟΠΤΟΥ	[984, 421, 1544, 475]
subheadline: Ὀρθὴν θεωρεῖ τὴν ἄρνησιν τῆς Ρωσσίας	[1125, 73, 1404, 89]
